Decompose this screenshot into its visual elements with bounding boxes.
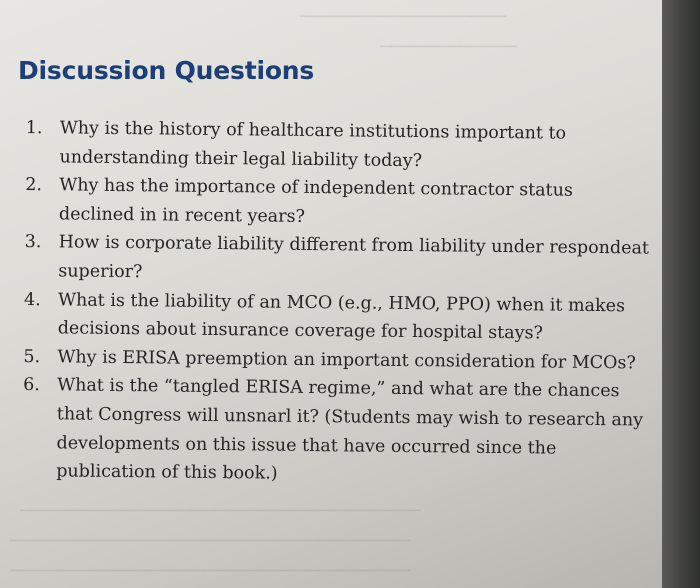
question-number: 5. <box>23 346 41 367</box>
question-text: How is corporate liability different from liability under respondeat superior? <box>58 232 650 283</box>
question-number: 1. <box>25 117 43 139</box>
question-item <box>24 228 650 292</box>
question-item <box>24 286 650 350</box>
question-item <box>25 171 651 235</box>
question-number: 6. <box>23 375 40 396</box>
question-number: 2. <box>25 175 43 196</box>
question-text: Why is ERISA preemption an important consideration for MCOs? <box>57 347 636 374</box>
bleed-through-texture: ──────────── <box>380 36 518 58</box>
question-text: Why is the history of healthcare institutions important to understanding their legal liability today? <box>59 118 567 171</box>
page-edge-shadow <box>662 0 700 588</box>
bleed-through-texture: ─────────────────────────────────── <box>20 500 421 522</box>
question-list <box>22 114 651 492</box>
question-number: 4. <box>23 289 41 310</box>
question-item <box>22 371 648 492</box>
bleed-through-texture: ─────────────────────────────────── <box>10 530 411 552</box>
bleed-through-texture: ─────────────────────────────────── <box>10 560 411 582</box>
section-heading: Discussion Questions <box>18 56 315 85</box>
question-text: What is the liability of an MCO (e.g., HMO, PPO) when it makes decisions about insurance coverage for hospital stays? <box>57 289 626 344</box>
bleed-through-texture: ────────────────── <box>300 6 506 28</box>
question-item <box>25 114 651 178</box>
question-text: Why has the importance of independent contractor status declined in in recent years? <box>58 175 573 227</box>
question-text: What is the “tangled ERISA regime,” and what are the chances that Congress will unsnarl it? (Students may wish to research any developments on this issue that have occurred since the publication of this book.) <box>56 375 644 484</box>
question-number: 3. <box>24 232 42 253</box>
